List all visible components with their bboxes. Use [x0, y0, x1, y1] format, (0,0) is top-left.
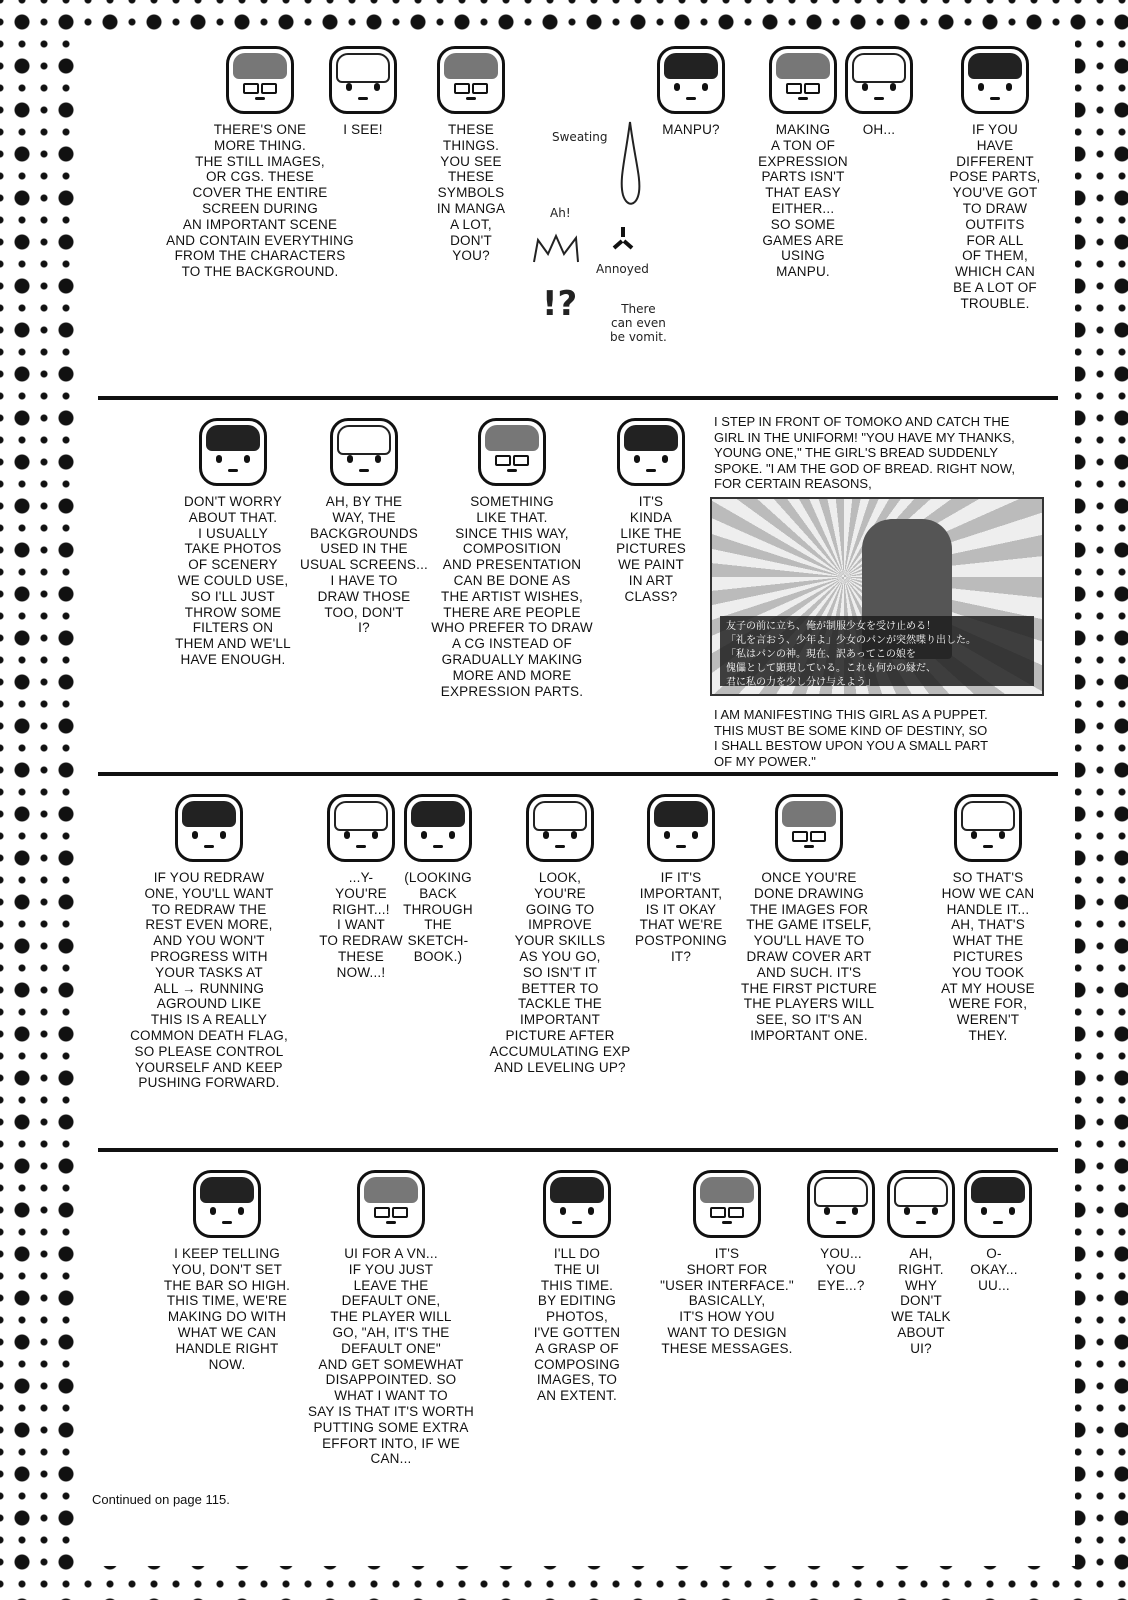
row3-dialogue-cell: [734, 794, 884, 1044]
row4-dialogue-cell: [886, 1170, 956, 1357]
dialogue-text: IF YOU HAVE DIFFERENT POSE PARTS, YOU'VE GOT TO DRAW OUTFITS FOR ALL OF THEM, WHICH CAN BE A LOT OF TROUBLE.: [949, 122, 1041, 311]
dialogue-text: AH, BY THE WAY, THE BACKGROUNDS USED IN THE USUAL SCREENS... I HAVE TO DRAW THOSE TOO, DON'T I?: [300, 494, 428, 636]
row4-dialogue-cell: [652, 1170, 802, 1357]
dialogue-text: SOMETHING LIKE THAT. SINCE THIS WAY, COMPOSITION AND PRESENTATION CAN BE DONE AS THE ARTIST WISHES, THERE ARE PEOPLE WHO PREFER TO DRAW A CG INSTEAD OF GRADUALLY MAKING MORE AND MORE EXPRESSION PARTS.: [431, 494, 593, 699]
dialogue-text: DON'T WORRY ABOUT THAT. I USUALLY TAKE PHOTOS OF SCENERY WE COULD USE, SO I'LL JUST THROW SOME FILTERS ON THEM AND WE'LL HAVE ENOUGH.: [175, 494, 291, 667]
dialogue-text: UI FOR A VN... IF YOU JUST LEAVE THE DEFAULT ONE, THE PLAYER WILL GO, "AH, IT'S THE DEFAULT ONE" AND GET SOMEWHAT DISAPPOINTED. SO WHAT I WANT TO SAY IS THAT IT'S WORTH PUTTING SOME EXTRA EFFORT INTO, IF WE CAN...: [307, 1246, 474, 1467]
character-face-icon: [775, 794, 843, 862]
row3-dialogue-cell: [480, 794, 640, 1075]
row1-dialogue-cell: [165, 46, 355, 280]
row1-dialogue-cell: [748, 46, 858, 280]
dialogue-text: O- OKAY... UU...: [970, 1246, 1018, 1293]
dialogue-text: SO THAT'S HOW WE CAN HANDLE IT... AH, THAT'S WHAT THE PICTURES YOU TOOK AT MY HOUSE WERE FOR, WEREN'T THEY.: [941, 870, 1035, 1043]
character-face-icon: [964, 1170, 1032, 1238]
row4-dialogue-cell: [152, 1170, 302, 1372]
character-face-icon: [887, 1170, 955, 1238]
panel-divider-2: [98, 772, 1058, 776]
narration-bottom: I AM MANIFESTING THIS GIRL AS A PUPPET. THIS MUST BE SOME KIND OF DESTINY, SO I SHALL BESTOW UPON YOU A SMALL PART OF MY POWER.": [714, 707, 989, 769]
character-face-icon: [845, 46, 913, 114]
sfx-exclaim: !?: [542, 284, 578, 324]
character-face-icon: [226, 46, 294, 114]
dialogue-text: AH, RIGHT. WHY DON'T WE TALK ABOUT UI?: [891, 1246, 951, 1356]
row2-dialogue-cell: [606, 418, 696, 605]
character-face-icon: [330, 418, 398, 486]
row4-dialogue-cell: [296, 1170, 486, 1467]
character-face-icon: [357, 1170, 425, 1238]
manga-page: [80, 34, 1075, 1566]
character-face-icon: [769, 46, 837, 114]
character-face-icon: [199, 418, 267, 486]
character-face-icon: [617, 418, 685, 486]
sfx-ah: Ah!: [550, 206, 571, 220]
row1-dialogue-cell: [328, 46, 398, 138]
dialogue-text: (LOOKING BACK THROUGH THE SKETCH- BOOK.): [403, 870, 473, 964]
character-face-icon: [175, 794, 243, 862]
row1-dialogue-cell: [844, 46, 914, 138]
annoyed-mark-icon: [608, 224, 638, 254]
dialogue-text: YOU... YOU EYE...?: [817, 1246, 865, 1293]
sfx-vomit: There can even be vomit.: [610, 302, 667, 344]
row3-dialogue-cell: [316, 794, 406, 981]
character-face-icon: [329, 46, 397, 114]
dialogue-text: I'LL DO THE UI THIS TIME. BY EDITING PHOTOS, I'VE GOTTEN A GRASP OF COMPOSING IMAGES, TO AN EXTENT.: [533, 1246, 621, 1404]
panel-divider-3: [98, 1148, 1058, 1152]
character-face-icon: [478, 418, 546, 486]
crown-icon: [530, 232, 594, 266]
character-face-icon: [193, 1170, 261, 1238]
character-face-icon: [657, 46, 725, 114]
dialogue-text: IT'S SHORT FOR "USER INTERFACE." BASICALLY, IT'S HOW YOU WANT TO DESIGN THESE MESSAGES.: [660, 1246, 794, 1356]
row4-dialogue-cell: [964, 1170, 1024, 1293]
row1-dialogue-cell: [646, 46, 736, 138]
dialogue-text: IF YOU REDRAW ONE, YOU'LL WANT TO REDRAW THE REST EVEN MORE, AND YOU WON'T PROGRESS WITH YOUR TASKS AT ALL → RUNNING AGROUND LIKE THIS IS A REALLY COMMON DEATH FLAG, SO PLEASE CONTROL YOURSELF AND KEEP PUSHING FORWARD.: [130, 870, 288, 1091]
dialogue-text: I SEE!: [343, 122, 383, 137]
row2-dialogue-cell: [422, 418, 602, 699]
dialogue-text: IF IT'S IMPORTANT, IS IT OKAY THAT WE'RE POSTPONING IT?: [634, 870, 727, 964]
dialogue-text: OH...: [862, 122, 896, 137]
character-face-icon: [526, 794, 594, 862]
row1-dialogue-cell: [426, 46, 516, 264]
dialogue-text: MANPU?: [662, 122, 720, 137]
row3-dialogue-cell: [626, 794, 736, 965]
character-face-icon: [961, 46, 1029, 114]
row1-dialogue-cell: [935, 46, 1055, 312]
sfx-annoyed: Annoyed: [596, 262, 649, 276]
row3-dialogue-cell: [124, 794, 294, 1091]
character-face-icon: [327, 794, 395, 862]
dialogue-text: LOOK, YOU'RE GOING TO IMPROVE YOUR SKILLS AS YOU GO, SO ISN'T IT BETTER TO TACKLE THE IMPORTANT PICTURE AFTER ACCUMULATING EXP AND LEVELING UP?: [489, 870, 631, 1075]
dialogue-text: MAKING A TON OF EXPRESSION PARTS ISN'T THAT EASY EITHER... SO SOME GAMES ARE USING MANPU.: [758, 122, 848, 280]
row3-dialogue-cell: [398, 794, 478, 965]
row2-dialogue-cell: [294, 418, 434, 636]
character-face-icon: [807, 1170, 875, 1238]
continued-note: Continued on page 115.: [92, 1492, 230, 1507]
character-face-icon: [437, 46, 505, 114]
row2-dialogue-cell: [158, 418, 308, 668]
character-face-icon: [404, 794, 472, 862]
character-face-icon: [543, 1170, 611, 1238]
row4-dialogue-cell: [806, 1170, 876, 1293]
dialogue-text: THESE THINGS. YOU SEE THESE SYMBOLS IN MANGA A LOT, DON'T YOU?: [436, 122, 506, 264]
cg-message-box: 友子の前に立ち、俺が制服少女を受け止める！ 「礼を言おう、少年よ」少女のパンが突然喋り出した。 「私はパンの神。現在、訳あってこの娘を 傀儡として顕現している。これも何かの縁だ、 君に私の力を少し分け与えよう」: [720, 616, 1034, 686]
dialogue-text: ONCE YOU'RE DONE DRAWING THE IMAGES FOR THE GAME ITSELF, YOU'LL HAVE TO DRAW COVER ART AND SUCH. IT'S THE FIRST PICTURE THE PLAYERS WILL SEE, SO IT'S AN IMPORTANT ONE.: [741, 870, 877, 1043]
narration-top: I STEP IN FRONT OF TOMOKO AND CATCH THE GIRL IN THE UNIFORM! "YOU HAVE MY THANKS, YOUNG ONE," THE GIRL'S BREAD SUDDENLY SPOKE. "I AM THE GOD OF BREAD. RIGHT NOW, FOR CERTAIN REASONS,: [714, 414, 1016, 491]
dialogue-text: I KEEP TELLING YOU, DON'T SET THE BAR SO HIGH. THIS TIME, WE'RE MAKING DO WITH WHAT WE CAN HANDLE RIGHT NOW.: [163, 1246, 291, 1372]
character-face-icon: [693, 1170, 761, 1238]
row3-dialogue-cell: [928, 794, 1048, 1044]
row4-dialogue-cell: [522, 1170, 632, 1404]
sample-cg-screenshot: [710, 497, 1044, 696]
dialogue-text: IT'S KINDA LIKE THE PICTURES WE PAINT IN ART CLASS?: [616, 494, 686, 604]
sfx-sweating: Sweating: [552, 130, 608, 144]
dialogue-text: THERE'S ONE MORE THING. THE STILL IMAGES, OR CGS. THESE COVER THE ENTIRE SCREEN DURING AN IMPORTANT SCENE AND CONTAIN EVERYTHING FROM THE CHARACTERS TO THE BACKGROUND.: [166, 122, 354, 280]
character-face-icon: [954, 794, 1022, 862]
sweat-drop-icon: [615, 120, 645, 210]
panel-divider-1: [98, 396, 1058, 400]
character-face-icon: [647, 794, 715, 862]
dialogue-text: ...Y- YOU'RE RIGHT...! I WANT TO REDRAW THESE NOW...!: [319, 870, 403, 980]
